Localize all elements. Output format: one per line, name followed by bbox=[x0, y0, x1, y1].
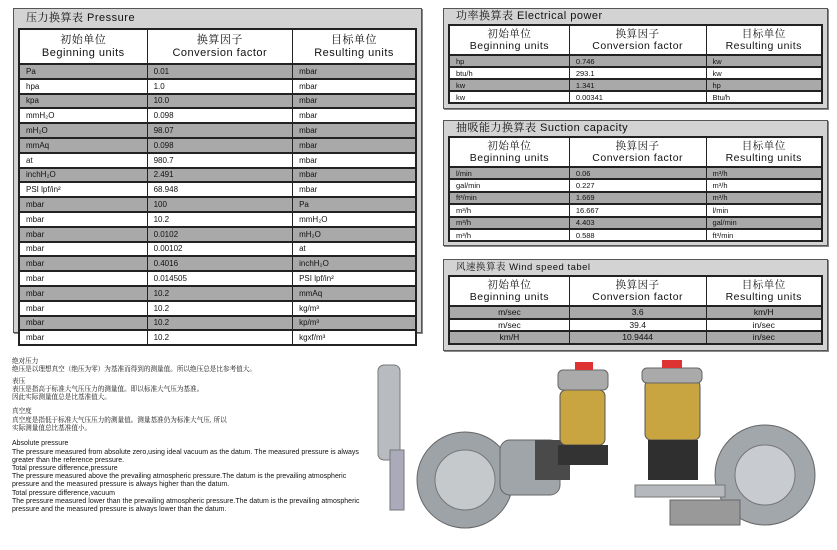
conversion-factor-cell: 0.014505 bbox=[147, 271, 293, 286]
header-beginning-units: 初始单位 Beginning units bbox=[449, 25, 569, 55]
beginning-unit-cell: mbar bbox=[19, 212, 147, 227]
pressure-notes bbox=[12, 358, 372, 514]
electrical-table bbox=[448, 24, 823, 104]
note-en-title: Total pressure difference,pressure bbox=[12, 464, 118, 472]
table-row bbox=[449, 79, 822, 91]
table-row bbox=[449, 217, 822, 229]
resulting-unit-cell: mbar bbox=[293, 138, 416, 153]
resulting-unit-cell: mmAq bbox=[293, 286, 416, 301]
conversion-factor-cell: 10.9444 bbox=[569, 331, 706, 344]
electrical-power-panel bbox=[443, 8, 828, 109]
resulting-unit-cell: mbar bbox=[293, 168, 416, 183]
beginning-unit-cell: mbar bbox=[19, 316, 147, 331]
table-row bbox=[449, 55, 822, 67]
blower-right-image bbox=[635, 360, 815, 525]
table-row bbox=[19, 123, 416, 138]
conversion-factor-cell: 0.227 bbox=[569, 179, 706, 191]
resulting-unit-cell: mbar bbox=[293, 182, 416, 197]
conversion-factor-cell: 293.1 bbox=[569, 67, 706, 79]
table-row bbox=[19, 227, 416, 242]
beginning-unit-cell: l/min bbox=[449, 167, 569, 179]
beginning-unit-cell: mmAq bbox=[19, 138, 147, 153]
conversion-factor-cell: 3.6 bbox=[569, 306, 706, 319]
table-row bbox=[19, 197, 416, 212]
table-row bbox=[449, 204, 822, 216]
table-header bbox=[449, 25, 822, 55]
suction-title: 抽吸能力换算表 Suction capacity bbox=[456, 122, 629, 134]
conversion-factor-cell: 10.2 bbox=[147, 301, 293, 316]
table-row bbox=[19, 242, 416, 257]
conversion-factor-cell: 0.0102 bbox=[147, 227, 293, 242]
table-row bbox=[449, 331, 822, 344]
resulting-unit-cell: in/sec bbox=[706, 319, 822, 332]
conversion-factor-cell: 39.4 bbox=[569, 319, 706, 332]
resulting-unit-cell: Pa bbox=[293, 197, 416, 212]
table-header bbox=[449, 276, 822, 306]
beginning-unit-cell: mbar bbox=[19, 271, 147, 286]
resulting-unit-cell: mH₂O bbox=[293, 227, 416, 242]
beginning-unit-cell: mbar bbox=[19, 242, 147, 257]
header-resulting-units: 目标单位 Resulting units bbox=[293, 29, 416, 64]
table-row bbox=[19, 301, 416, 316]
note-cn-2: 表压 表压是指高于标准大气压压力的测量值。即以标准大气压为基准。 因此实际测量值总是比基准值大。 bbox=[12, 377, 204, 402]
resulting-unit-cell: mbar bbox=[293, 108, 416, 123]
conversion-factor-cell: 0.588 bbox=[569, 229, 706, 241]
header-beginning-units: 初始单位 Beginning units bbox=[449, 137, 569, 167]
beginning-unit-cell: hpa bbox=[19, 79, 147, 94]
beginning-unit-cell: at bbox=[19, 153, 147, 168]
table-row bbox=[19, 212, 416, 227]
resulting-unit-cell: kgxf/m³ bbox=[293, 330, 416, 345]
beginning-unit-cell: m³/h bbox=[449, 217, 569, 229]
resulting-unit-cell: l/min bbox=[706, 204, 822, 216]
table-row bbox=[19, 94, 416, 109]
note-en-text: The pressure measured lower than the prevailing atmospheric pressure.The datum is the prevailing atmospheric pressure and the measured pressure is always lower than the datum. bbox=[12, 497, 360, 513]
resulting-unit-cell: mbar bbox=[293, 79, 416, 94]
resulting-unit-cell: PSI lpf/in² bbox=[293, 271, 416, 286]
resulting-unit-cell: m³/h bbox=[706, 179, 822, 191]
resulting-unit-cell: gal/min bbox=[706, 217, 822, 229]
resulting-unit-cell: Btu/h bbox=[706, 91, 822, 103]
table-row bbox=[19, 108, 416, 123]
beginning-unit-cell: kw bbox=[449, 91, 569, 103]
note-en-title: Absolute pressure bbox=[12, 440, 69, 448]
resulting-unit-cell: m³/h bbox=[706, 167, 822, 179]
beginning-unit-cell: hp bbox=[449, 55, 569, 67]
header-resulting-units: 目标单位 Resulting units bbox=[706, 276, 822, 306]
resulting-unit-cell: mmH₂O bbox=[293, 212, 416, 227]
table-row bbox=[449, 91, 822, 103]
beginning-unit-cell: inchH₂O bbox=[19, 168, 147, 183]
note-cn-3: 真空度 真空度是指低于标准大气压压力的测量值。测量基准仍为标准大气压, 所以 实际测量值总比基准值小。 bbox=[12, 408, 227, 433]
header-conversion-factor: 换算因子 Conversion factor bbox=[147, 29, 293, 64]
resulting-unit-cell: km/H bbox=[706, 306, 822, 319]
beginning-unit-cell: mbar bbox=[19, 286, 147, 301]
resulting-unit-cell: m³/h bbox=[706, 192, 822, 204]
pressure-panel bbox=[13, 8, 422, 343]
beginning-unit-cell: Pa bbox=[19, 64, 147, 79]
conversion-factor-cell: 10.0 bbox=[147, 94, 293, 109]
beginning-unit-cell: mbar bbox=[19, 256, 147, 271]
conversion-factor-cell: 0.098 bbox=[147, 108, 293, 123]
conversion-factor-cell: 100 bbox=[147, 197, 293, 212]
resulting-unit-cell: ft³/min bbox=[706, 229, 822, 241]
beginning-unit-cell: ft³/min bbox=[449, 192, 569, 204]
table-header bbox=[19, 29, 416, 64]
table-row bbox=[19, 182, 416, 197]
conversion-factor-cell: 0.00341 bbox=[569, 91, 706, 103]
resulting-unit-cell: kg/m³ bbox=[293, 301, 416, 316]
resulting-unit-cell: mbar bbox=[293, 153, 416, 168]
header-resulting-units: 目标单位 Resulting units bbox=[706, 25, 822, 55]
table-row bbox=[19, 316, 416, 331]
resulting-unit-cell: kw bbox=[706, 67, 822, 79]
resulting-unit-cell: hp bbox=[706, 79, 822, 91]
wind-speed-panel bbox=[443, 259, 828, 351]
conversion-factor-cell: 980.7 bbox=[147, 153, 293, 168]
table-row bbox=[449, 306, 822, 319]
beginning-unit-cell: btu/h bbox=[449, 67, 569, 79]
table-row bbox=[449, 167, 822, 179]
conversion-factor-cell: 0.01 bbox=[147, 64, 293, 79]
table-row bbox=[19, 79, 416, 94]
conversion-factor-cell: 1.341 bbox=[569, 79, 706, 91]
conversion-factor-cell: 10.2 bbox=[147, 212, 293, 227]
resulting-unit-cell: mbar bbox=[293, 64, 416, 79]
table-row bbox=[19, 64, 416, 79]
beginning-unit-cell: kw bbox=[449, 79, 569, 91]
conversion-factor-cell: 68.948 bbox=[147, 182, 293, 197]
beginning-unit-cell: PSI lpf/in² bbox=[19, 182, 147, 197]
table-row bbox=[19, 256, 416, 271]
beginning-unit-cell: m³/h bbox=[449, 204, 569, 216]
conversion-factor-cell: 2.491 bbox=[147, 168, 293, 183]
resulting-unit-cell: mbar bbox=[293, 94, 416, 109]
conversion-factor-cell: 10.2 bbox=[147, 330, 293, 345]
conversion-factor-cell: 1.0 bbox=[147, 79, 293, 94]
conversion-factor-cell: 10.2 bbox=[147, 286, 293, 301]
beginning-unit-cell: mbar bbox=[19, 227, 147, 242]
note-en-text: The pressure measured from absolute zero,using ideal vacuum as the datum. The measured pressure is always greater than the reference pressure. bbox=[12, 448, 359, 464]
resulting-unit-cell: kp/m³ bbox=[293, 316, 416, 331]
header-conversion-factor: 换算因子 Conversion factor bbox=[569, 137, 706, 167]
header-beginning-units: 初始单位 Beginning units bbox=[19, 29, 147, 64]
beginning-unit-cell: kpa bbox=[19, 94, 147, 109]
blower-product-photo bbox=[370, 350, 835, 540]
beginning-unit-cell: mbar bbox=[19, 197, 147, 212]
suction-capacity-panel bbox=[443, 120, 828, 246]
beginning-unit-cell: mbar bbox=[19, 330, 147, 345]
pressure-table bbox=[18, 28, 417, 346]
table-row bbox=[19, 168, 416, 183]
beginning-unit-cell: mmH₂O bbox=[19, 108, 147, 123]
conversion-factor-cell: 0.746 bbox=[569, 55, 706, 67]
conversion-factor-cell: 10.2 bbox=[147, 316, 293, 331]
table-row bbox=[449, 192, 822, 204]
resulting-unit-cell: kw bbox=[706, 55, 822, 67]
table-row bbox=[449, 67, 822, 79]
beginning-unit-cell: m/sec bbox=[449, 306, 569, 319]
resulting-unit-cell: at bbox=[293, 242, 416, 257]
table-row bbox=[19, 153, 416, 168]
resulting-unit-cell: mbar bbox=[293, 123, 416, 138]
conversion-factor-cell: 0.4016 bbox=[147, 256, 293, 271]
note-en-title: Total pressure difference,vacuum bbox=[12, 489, 115, 497]
table-row bbox=[19, 138, 416, 153]
electrical-title: 功率换算表 Electrical power bbox=[456, 10, 603, 22]
beginning-unit-cell: km/H bbox=[449, 331, 569, 344]
beginning-unit-cell: gal/min bbox=[449, 179, 569, 191]
conversion-factor-cell: 0.06 bbox=[569, 167, 706, 179]
beginning-unit-cell: m/sec bbox=[449, 319, 569, 332]
resulting-unit-cell: in/sec bbox=[706, 331, 822, 344]
resulting-unit-cell: inchH₂O bbox=[293, 256, 416, 271]
conversion-factor-cell: 0.00102 bbox=[147, 242, 293, 257]
table-row bbox=[449, 229, 822, 241]
table-row bbox=[19, 271, 416, 286]
blower-left-image bbox=[378, 362, 608, 528]
beginning-unit-cell: mbar bbox=[19, 301, 147, 316]
table-row bbox=[449, 179, 822, 191]
conversion-factor-cell: 1.669 bbox=[569, 192, 706, 204]
header-conversion-factor: 换算因子 Conversion factor bbox=[569, 276, 706, 306]
pressure-title: 压力换算表 Pressure bbox=[26, 12, 136, 24]
header-conversion-factor: 换算因子 Conversion factor bbox=[569, 25, 706, 55]
beginning-unit-cell: m³/h bbox=[449, 229, 569, 241]
conversion-factor-cell: 0.098 bbox=[147, 138, 293, 153]
beginning-unit-cell: mH₂O bbox=[19, 123, 147, 138]
suction-table bbox=[448, 136, 823, 242]
conversion-factor-cell: 16.667 bbox=[569, 204, 706, 216]
wind-table bbox=[448, 275, 823, 345]
header-beginning-units: 初始单位 Beginning units bbox=[449, 276, 569, 306]
note-cn-1: 绝对压力 绝压是以理想真空（绝压为零）为基准而得到的测量值。所以绝压总是比参考值大。 bbox=[12, 358, 256, 374]
wind-title: 风速换算表 Wind speed tabel bbox=[456, 262, 591, 273]
table-row bbox=[19, 286, 416, 301]
conversion-factor-cell: 98.07 bbox=[147, 123, 293, 138]
note-en-text: The pressure measured above the prevailing atmospheric pressure.The datum is the prevailing atmospheric pressure and the measured pressure is always higher than the datum. bbox=[12, 473, 347, 489]
table-row bbox=[449, 319, 822, 332]
table-row bbox=[19, 330, 416, 345]
table-header bbox=[449, 137, 822, 167]
header-resulting-units: 目标单位 Resulting units bbox=[706, 137, 822, 167]
notes-en bbox=[12, 440, 372, 514]
conversion-factor-cell: 4.403 bbox=[569, 217, 706, 229]
